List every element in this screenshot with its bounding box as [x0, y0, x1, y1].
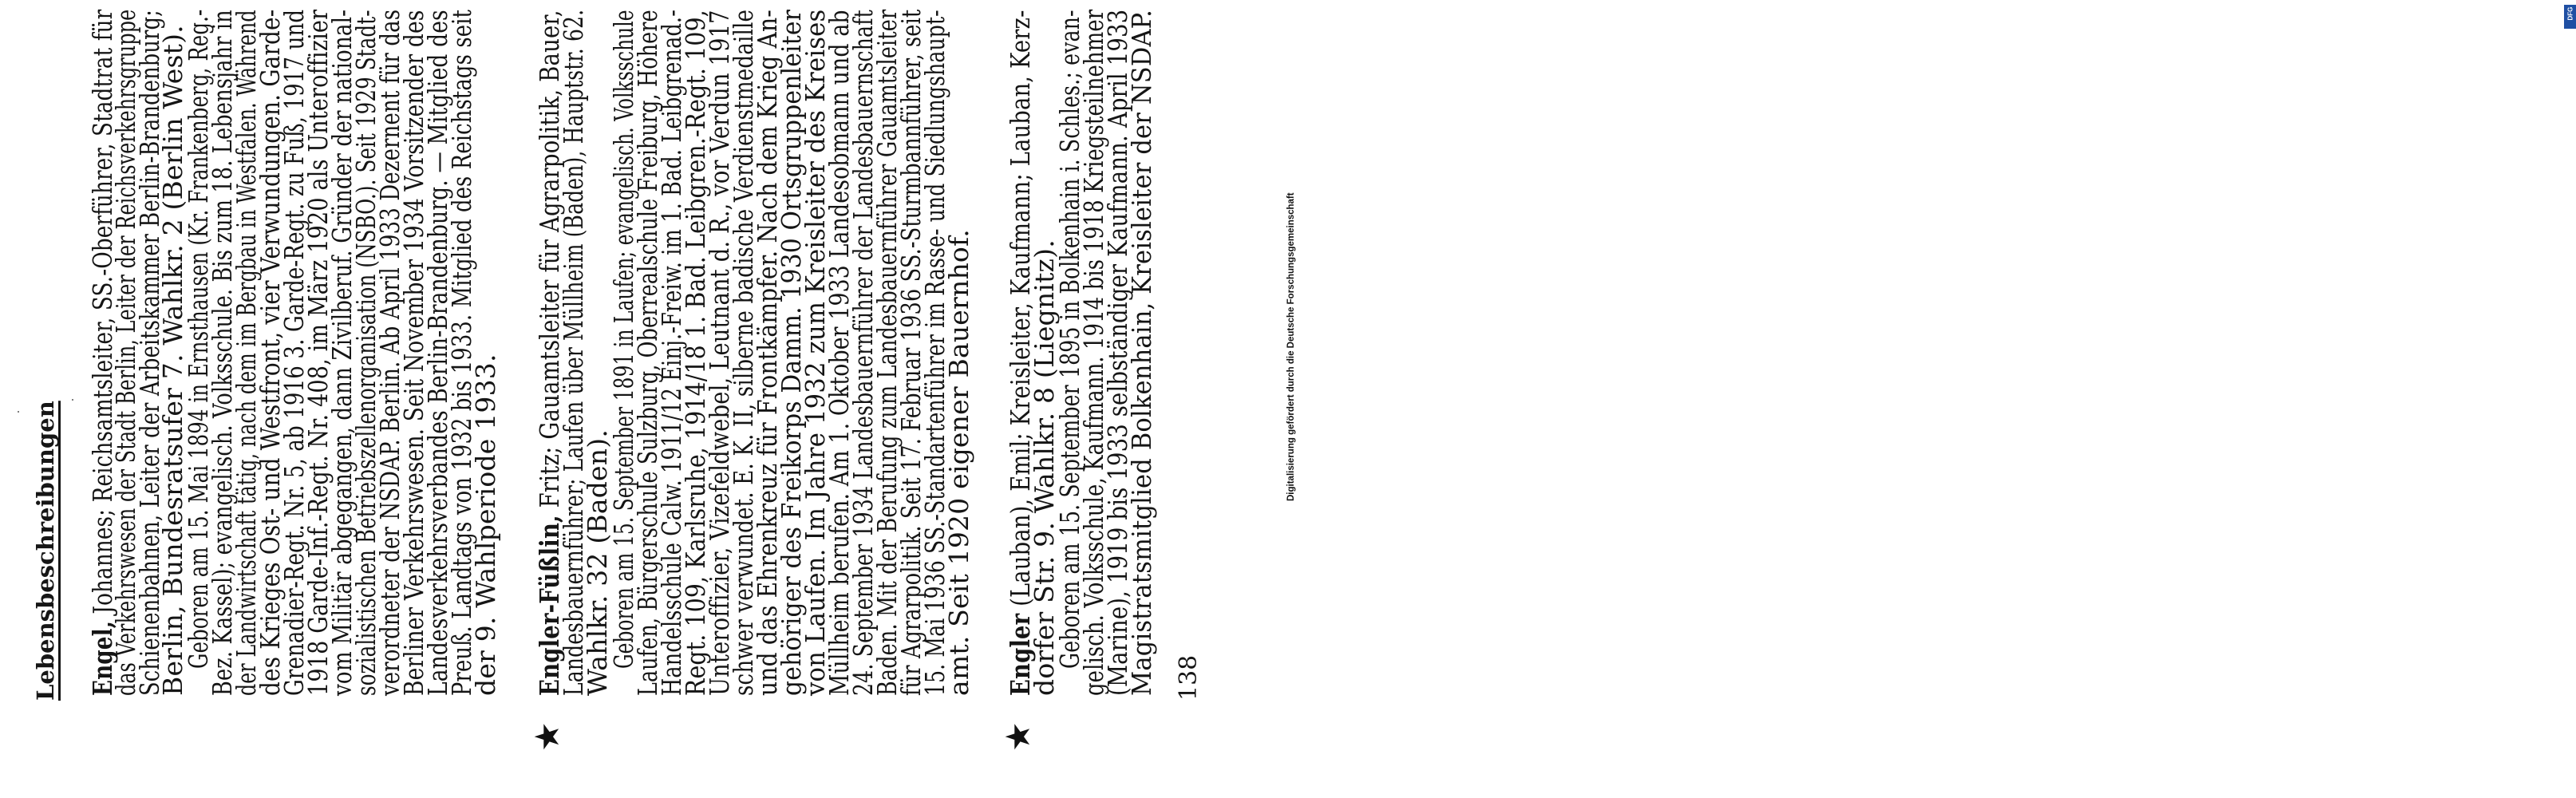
entry-engel-line: Berlin, Bundesratsufer 7. Wahlkr. 2 (Berlin West).: [157, 25, 188, 696]
entry-engler-fuesslin-line: Handelsschule Calw. 1911/12 Einj.-Freiw. im 1. Bad. Leibgrenad.-: [656, 10, 687, 696]
entry-engel-line: Berliner Verkehrswesen. Seit November 1934 Vorsitzender des: [398, 10, 429, 696]
entry-engler-fuesslin-line: von Laufen. Im Jahre 1932 zum Kreisleiter des Kreises: [800, 9, 831, 696]
entry-engler-fuesslin-line: Regt. 109, Karlsruhe, 1914/18 1. Bad. Leibgren.-Regt. 109,: [680, 10, 711, 696]
entry-engler-fuesslin-line: Geboren am 15. September 1891 in Laufen; evangelisch. Volksschule: [608, 10, 639, 669]
entry-engler-fuesslin-line: Unteroffizier, Vizefeldwebel, Leutnant d. R., vor Verdun 1917: [704, 10, 735, 696]
entry-engel-line: das Verkehrswesen der Stadt Berlin, Leiter der Reichsverkehrsgruppe: [110, 9, 141, 696]
entry-engel-line: sozialistischen Betriebszellenorganisation (NSBO.). Seit 1929 Stadt-: [350, 10, 381, 696]
entry-engler-fuesslin-line: für Agrarpolitik. Seit 17. Februar 1936 SS.-Sturmbannführer, seit: [895, 9, 926, 696]
entry-engel-line: Geboren am 15. Mai 1894 in Ernsthausen (Kr. Frankenberg, Reg.-: [183, 9, 214, 669]
digitization-credit-text: Digitalisierung gefördert durch die Deutsche Forschungsgemeinschaft: [1286, 192, 1296, 501]
entry-engler-fuesslin-line: 15. Mai 1936 SS.-Standartenführer im Rasse- und Siedlungshaupt-: [919, 10, 950, 696]
entry-engel-line: der 9. Wahlperiode 1933.: [470, 354, 501, 696]
entry-engler-fuesslin-lead: Fritz; Gauamtsleiter für Agrarpolitik, Bauer,: [534, 10, 565, 516]
entry-engel-line: Landesverkehrsverbandes Berlin-Brandenburg. — Mitglied des: [422, 10, 453, 696]
entry-engel-line: vom Militär abgegangen, dann Zivilberuf. Gründer der national-: [326, 9, 358, 696]
entry-engler-line: (Marine), 1919 bis 1933 selbständiger Kaufmann. April 1933: [1102, 9, 1133, 696]
entry-engler-lead: (Lauban), Emil; Kreisleiter, Kaufmann; Lauban, Kerz-: [1005, 10, 1036, 614]
entry-engler-fuesslin-line: Landesbauernführer; Laufen über Müllheim (Baden), Hauptstr. 62.: [558, 9, 589, 696]
entry-engler-fuesslin-line: schwer verwundet. E. K. II, silberne badische Verdienstmedaille: [728, 9, 759, 696]
entry-engler-line: dorfer Str. 9. Wahlkr. 8 (Liegnitz).: [1029, 239, 1060, 696]
entry-engler-fuesslin-line: und das Ehrenkreuz für Frontkämpfer. Nach dem Krieg An-: [752, 10, 783, 696]
dfg-logo: [2564, 5, 2576, 29]
entry-engler-fuesslin-name: Engler-Füßlin,: [534, 515, 565, 696]
page-number: 138: [1175, 654, 1203, 701]
entry-engel-line: Preuß. Landtags von 1932 bis 1933. Mitglied des Reichstags seit: [446, 9, 477, 696]
entry-engler-fuesslin-line: Müllheim berufen. Am 1. Oktober 1933 Landesobmann und ab: [824, 10, 855, 696]
entry-engel-line: Bez. Kassel); evangelisch. Volksschule. Bis zum 18. Lebensjahr in: [207, 10, 238, 696]
entry-engel-line: der Landwirtschaft tätig, nach dem im Bergbau in Westfalen. Während: [231, 10, 262, 696]
entry-engler-fuesslin-line: 24. September 1934 Landesbauernführer der Landesbauernschaft: [847, 10, 879, 696]
page-heading: Lebensbeschreibungen: [32, 401, 59, 701]
entry-engler-line: Magistratsmitglied Bolkenhain, Kreisleiter der NSDAP.: [1126, 9, 1157, 696]
entry-engel-line: Schienenbahnen, Leiter der Arbeitskammer Berlin-Brandenburg;: [134, 10, 165, 696]
entry-engler-fuesslin-line: Laufen, Bürgerschule Sulzburg, Oberrealschule Freiburg, Höhere: [632, 10, 663, 696]
entry-engler-fuesslin-line: gehöriger des Freikorps Damm. 1930 Ortsgruppenleiter: [776, 9, 807, 696]
entry-engler-line: Geboren am 15. September 1895 in Bolkenhain i. Schles.; evan-: [1054, 10, 1085, 669]
entry-engel-name: Engel,: [87, 621, 118, 696]
entry-engler-line: gelisch. Volksschule, Kaufmann. 1914 bis 1918 Kriegsteilnehmer: [1078, 9, 1109, 696]
entry-engel-line: des Krieges Ost- und Westfront, vier Verwundungen. Garde-: [255, 9, 286, 696]
star-marker: ★: [998, 721, 1037, 752]
entry-engel-line: Grenadier-Regt. Nr. 5, ab 1916 3. Garde-Regt. zu Fuß, 1917 und: [279, 9, 310, 696]
entry-engel-lead: Johannes; Reichsamtsleiter, SS.-Oberführer, Stadtrat für: [87, 9, 118, 622]
entry-engler-fuesslin-line: amt. Seit 1920 eigener Bauernhof.: [943, 229, 974, 696]
scan-speck: [72, 399, 73, 401]
star-marker: ★: [527, 721, 567, 752]
entry-engel-line: verordneter der NSDAP. Berlin. Ab April 1933 Dezernent für das: [374, 9, 405, 696]
entry-engler-name: Engler: [1005, 613, 1036, 696]
entry-engler-fuesslin-line: Wahlkr. 32 (Baden).: [582, 429, 613, 696]
dfg-logo-text: DFG: [2566, 6, 2574, 21]
entry-engel-line: 1918 Garde-Inf.-Regt. Nr. 408, im März 1920 als Unteroffizier: [302, 9, 334, 696]
scan-speck: [18, 411, 19, 413]
entry-engler-fuesslin-line: Baden. Mit der Berufung zum Landesbauernführer Gauamtsleiter: [871, 9, 903, 696]
